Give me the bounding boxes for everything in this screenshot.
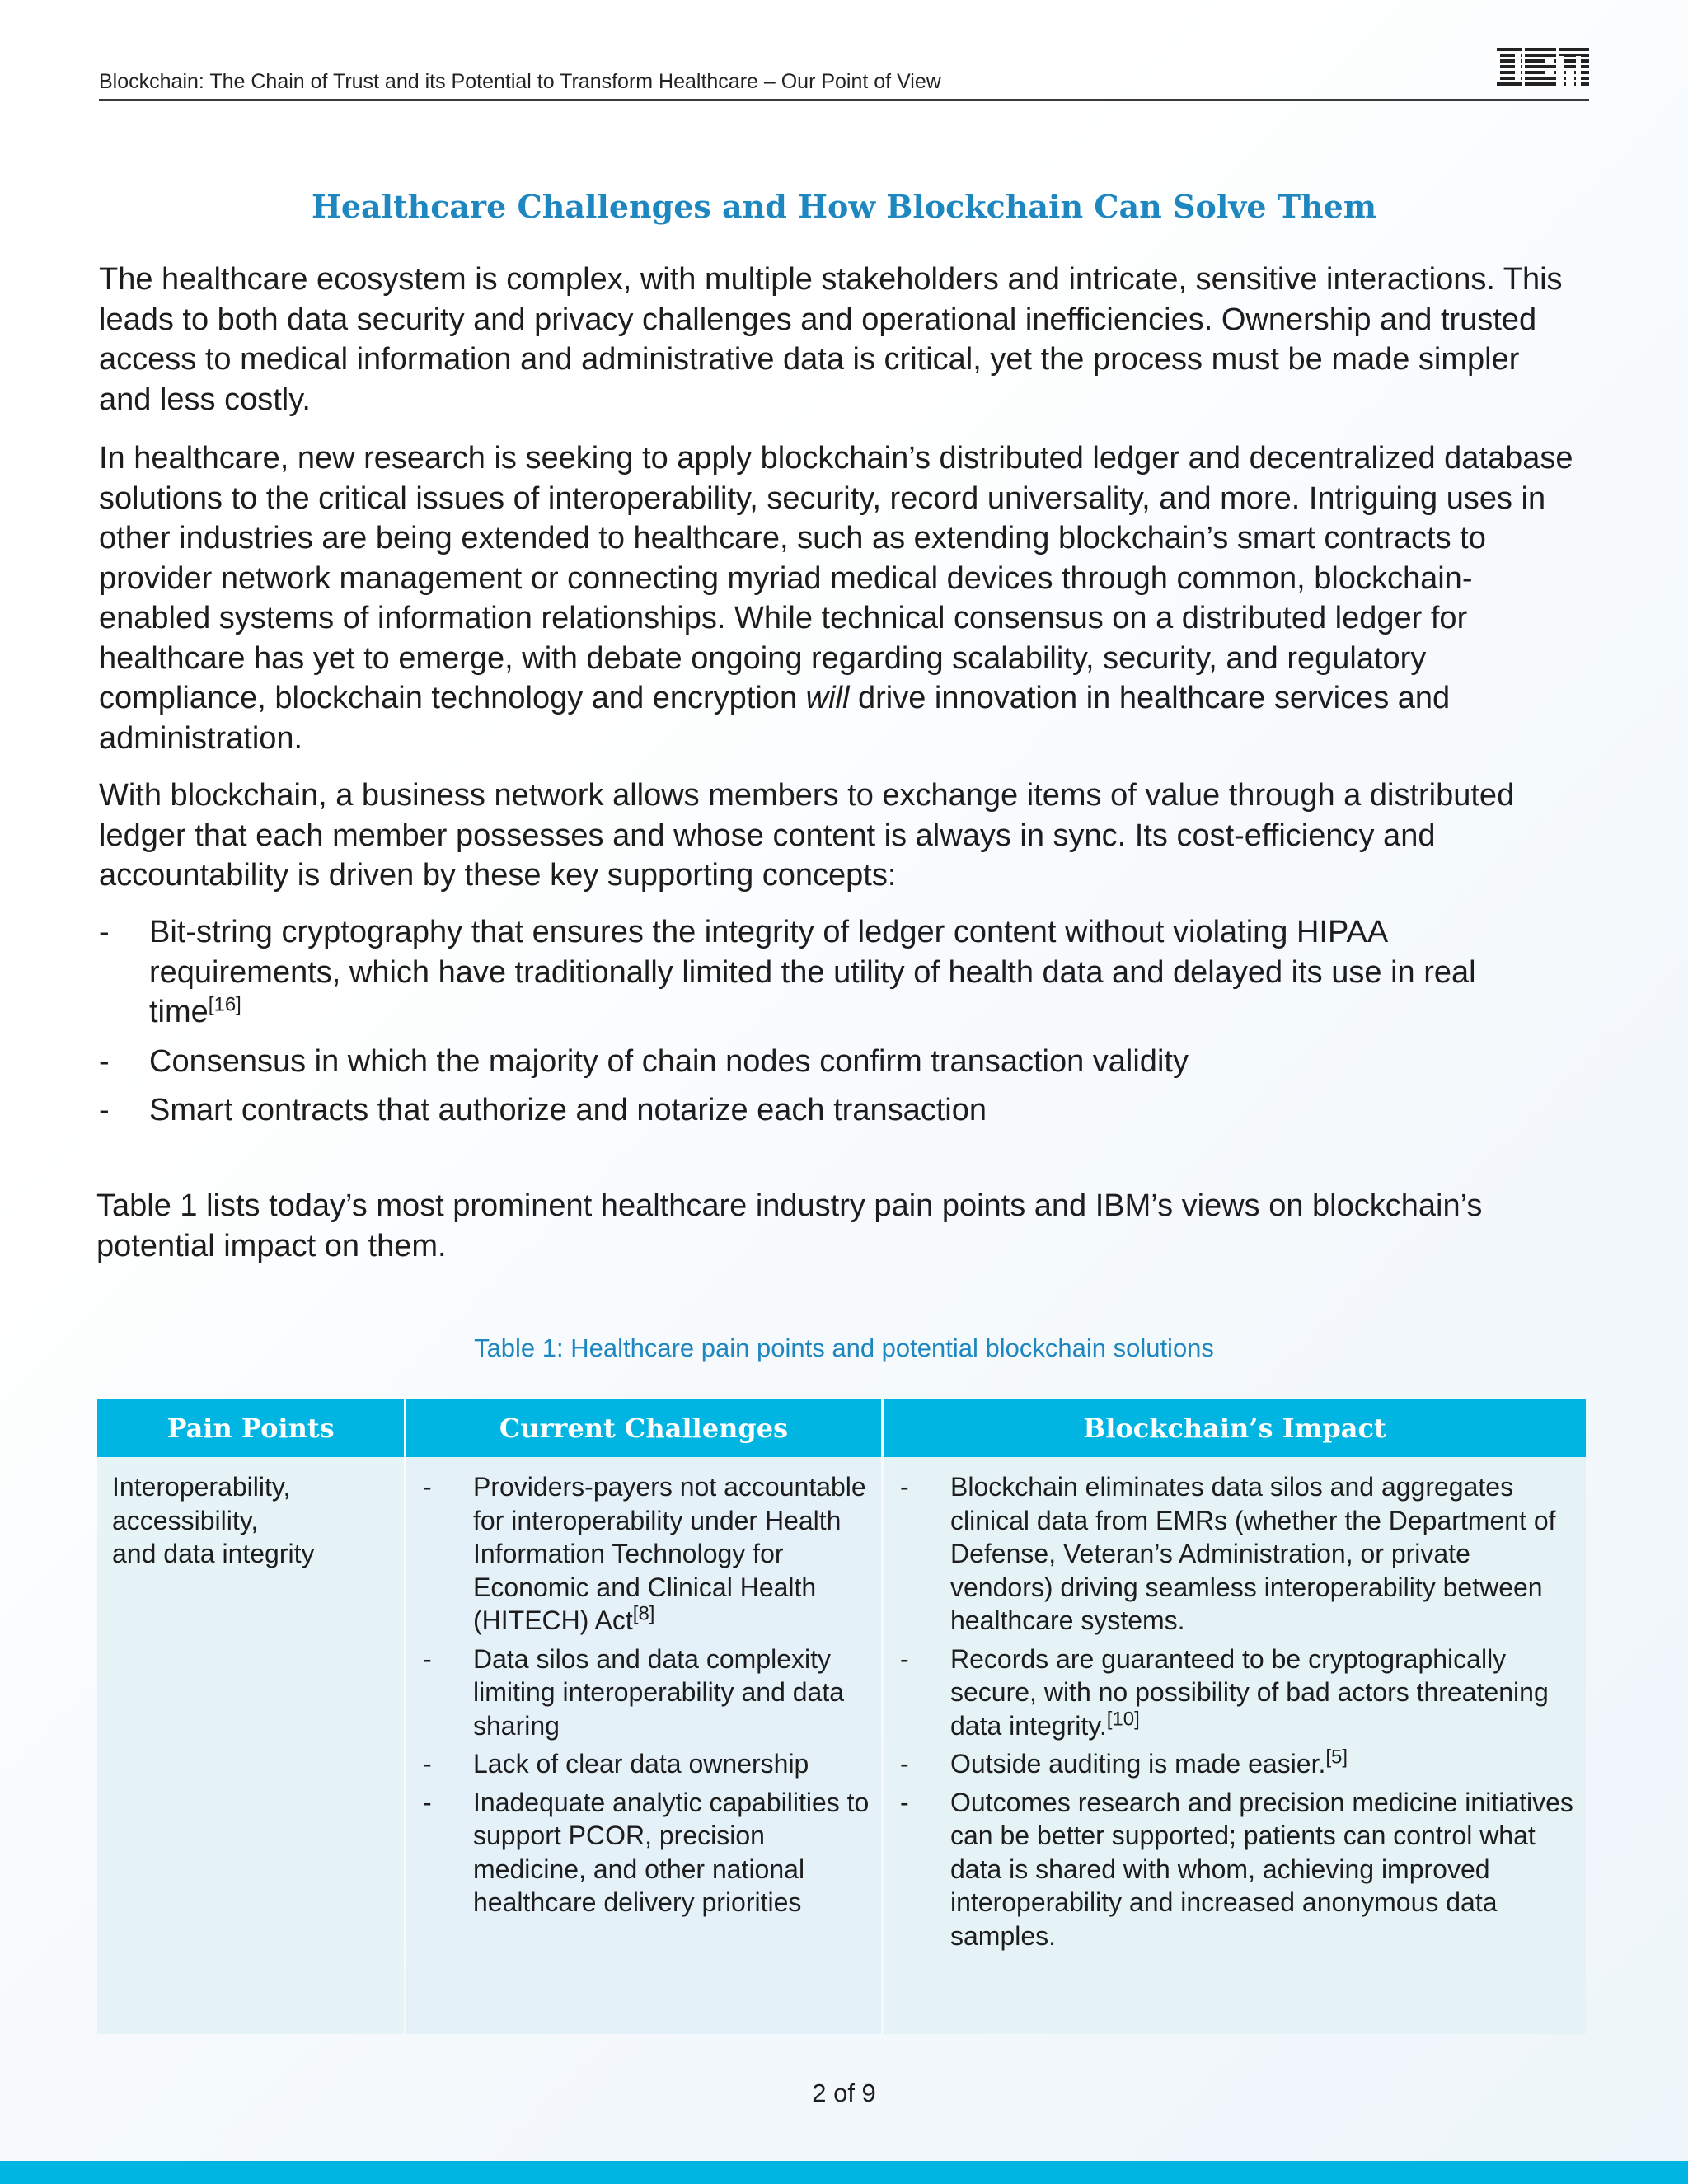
pain-point-line: Interoperability,: [112, 1472, 291, 1502]
table-caption: Table 1: Healthcare pain points and potential blockchain solutions: [474, 1333, 1214, 1362]
list-item-text: Smart contracts that authorize and notarize each transaction: [149, 1093, 987, 1127]
bullet-dash: -: [900, 1472, 909, 1502]
pain-point-line: accessibility,: [112, 1505, 259, 1535]
paragraph-3-text: With blockchain, a business network allows members to exchange items of value through a distributed ledger that each member possesses and whose content is always in sync. Its cost-efficiency and accountability is driven by these key supporting concepts:: [99, 778, 1515, 893]
reference-marker: [8]: [632, 1602, 655, 1625]
paragraph-4: [96, 1186, 1572, 1266]
column-header-blockchain-impact: Blockchain’s Impact: [884, 1399, 1586, 1457]
ibm-logo: [1497, 48, 1589, 86]
list-item-text: Consensus in which the majority of chain nodes confirm transaction validity: [149, 1043, 1189, 1079]
bullet-dash: -: [900, 1749, 909, 1779]
column-header-pain-points: Pain Points: [97, 1399, 404, 1457]
bullet-dash: -: [99, 1043, 110, 1079]
bullet-dash: -: [423, 1749, 432, 1779]
list-item: [99, 1090, 1500, 1131]
list-item-text: Inadequate analytic capabilities to support PCOR, precision medicine, and other national healthcare delivery priorities: [473, 1787, 870, 1917]
paragraph-2-part-a: In healthcare, new research is seeking to apply blockchain’s distributed ledger and decentralized database solutions to the critical issues of interoperability, security, record universality, and more. Intriguing uses in other industries are being extended to healthcare, such as extending blockchain’s smart contracts to provider network management or connecting myriad medical devices through common, blockchain-enabled systems of information relationships. While technical consensus on a distributed ledger for healthcare has yet to emerge, with debate ongoing regarding scalability, security, and regulatory compliance, blockchain technology and encryption: [99, 441, 1573, 715]
reference-marker: [5]: [1325, 1746, 1348, 1769]
bullet-dash: -: [99, 1093, 110, 1127]
concept-list: [99, 912, 1500, 1140]
table-row: [97, 1457, 1586, 2034]
reference-marker: [16]: [208, 993, 241, 1016]
cell-current-challenges: [406, 1457, 881, 2034]
paragraph-2-emphasis: will: [805, 681, 850, 715]
pain-point-line: and data integrity: [112, 1539, 315, 1568]
list-item: [99, 912, 1500, 1033]
table-header-row: [97, 1399, 1586, 1457]
reference-marker: [10]: [1106, 1707, 1140, 1730]
cell-blockchain-impact: [884, 1457, 1586, 2034]
bullet-dash: -: [423, 1472, 432, 1502]
column-header-current-challenges: Current Challenges: [406, 1399, 881, 1457]
page-number: 2 of 9: [812, 2079, 876, 2107]
list-item: [423, 1747, 873, 1781]
list-item: [900, 1747, 1578, 1781]
list-item-text: Providers-payers not accountable for interoperability under Health Information Technology for Economic and Clinical Health (HITECH) Act: [473, 1472, 866, 1635]
running-title: Blockchain: The Chain of Trust and its Potential to Transform Healthcare – Our Point of View: [99, 70, 941, 93]
section-title: Healthcare Challenges and How Blockchain Can Solve Them: [311, 188, 1377, 225]
paragraph-4-text: Table 1 lists today’s most prominent healthcare industry pain points and IBM’s views on blockchain’s potential impact on them.: [96, 1188, 1483, 1263]
paragraph-1-text: The healthcare ecosystem is complex, with multiple stakeholders and intricate, sensitive interactions. This leads to both data security and privacy challenges and operational inefficiencies. Ownership and trusted access to medical information and administrative data is critical, yet the process must be made simpler and less costly.: [99, 262, 1563, 417]
page-header: [99, 48, 1589, 101]
bullet-dash: -: [423, 1643, 432, 1674]
list-item-text: Data silos and data complexity limiting interoperability and data sharing: [473, 1643, 845, 1741]
list-item-text: Lack of clear data ownership: [473, 1749, 809, 1779]
list-item-text: Blockchain eliminates data silos and aggregates clinical data from EMRs (whether the Department of Defense, Veteran’s Administration, or private vendors) driving seamless interoperability between healthcare systems.: [950, 1472, 1556, 1635]
cell-pain-point: [97, 1457, 404, 2034]
list-item: [900, 1643, 1578, 1743]
paragraph-2-text: [99, 438, 1574, 758]
list-item: [900, 1470, 1578, 1638]
footer-bar: [0, 2161, 1688, 2184]
paragraph-3: [99, 776, 1574, 896]
list-item: [423, 1643, 873, 1743]
list-item-text: Outside auditing is made easier.: [950, 1749, 1326, 1779]
list-item-text: Records are guaranteed to be cryptographically secure, with no possibility of bad actors threatening data integrity.: [950, 1643, 1549, 1741]
paragraph-2: [99, 438, 1574, 758]
list-item-text: Bit-string cryptography that ensures the integrity of ledger content without violating HIPAA requirements, which have traditionally limited the utility of health data and delayed its use in real time: [149, 915, 1476, 1029]
paragraph-2-part-b: drive innovation in healthcare services and administration.: [99, 681, 1451, 756]
list-item: [423, 1786, 873, 1919]
list-item: [900, 1786, 1578, 1953]
bullet-dash: -: [900, 1787, 909, 1817]
paragraph-1: [99, 260, 1574, 419]
list-item: [99, 1042, 1500, 1082]
list-item: [423, 1470, 873, 1638]
list-item-text: Outcomes research and precision medicine initiatives can be better supported; patients can control what data is shared with whom, achieving improved interoperability and increased anonymous data samples.: [950, 1787, 1573, 1951]
bullet-dash: -: [900, 1643, 909, 1674]
bullet-dash: -: [423, 1787, 432, 1817]
bullet-dash: -: [99, 915, 110, 949]
